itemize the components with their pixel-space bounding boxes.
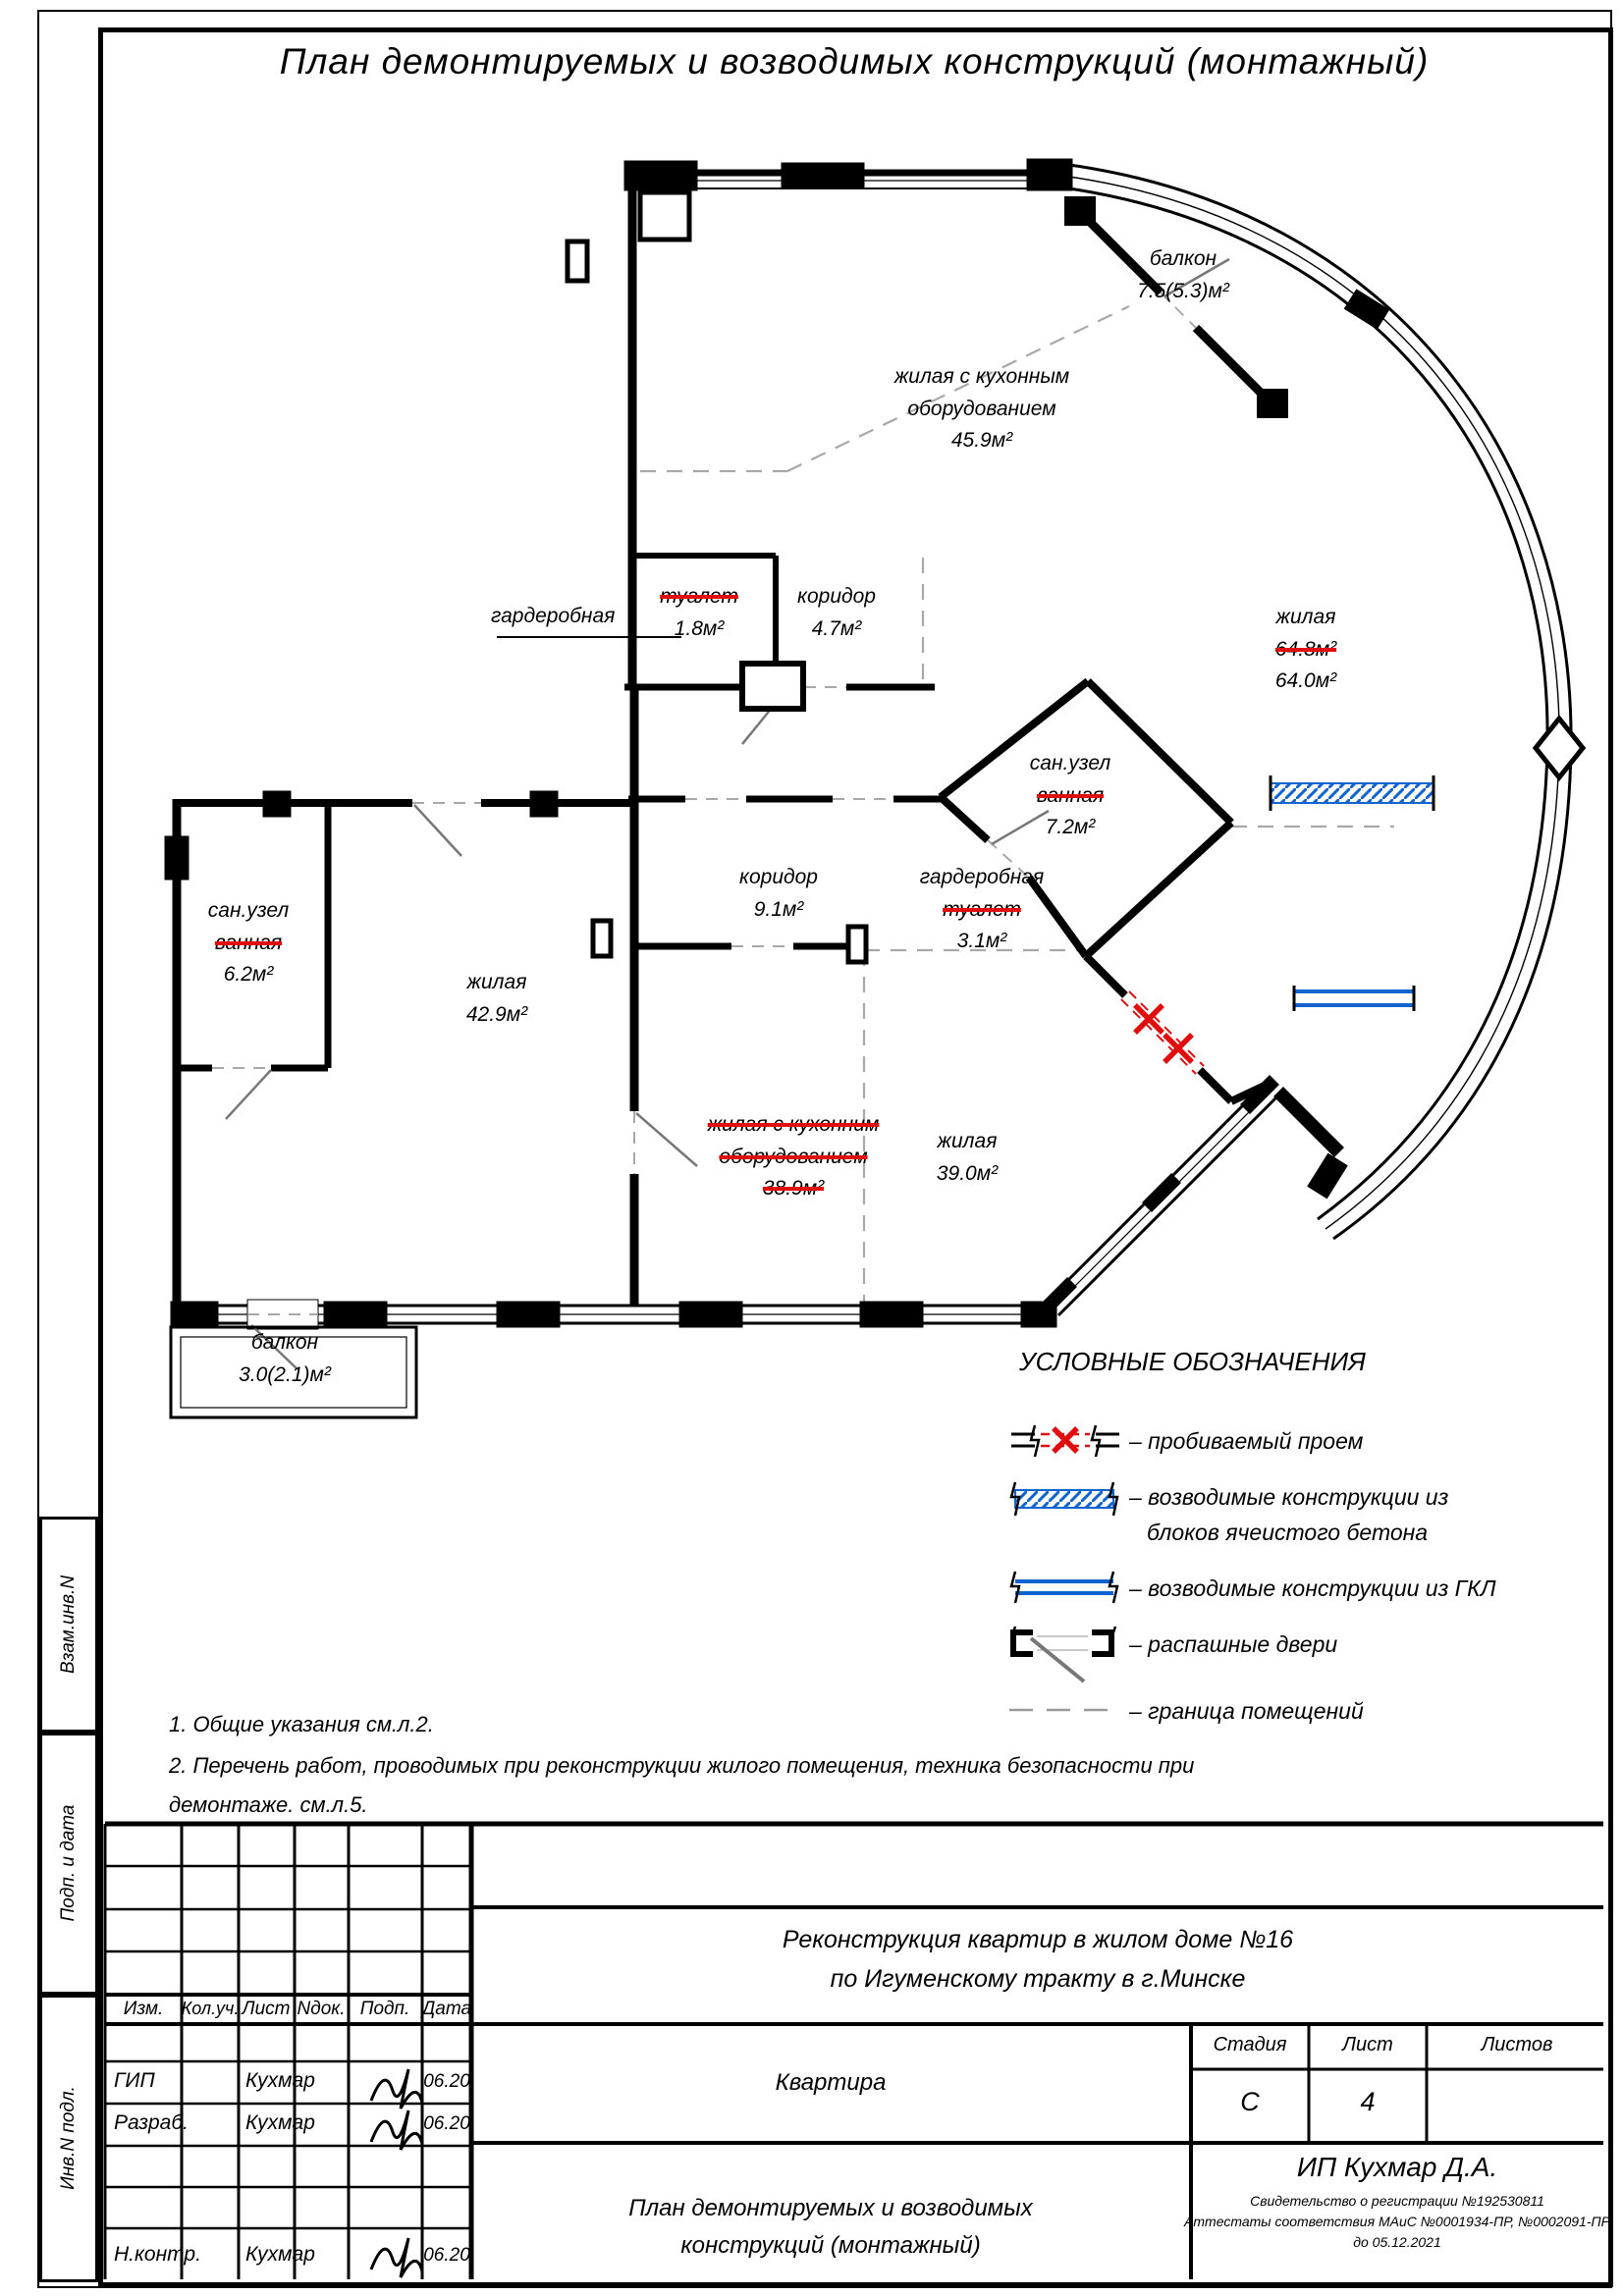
- pierced-opening-wall: [1086, 956, 1269, 1101]
- sidebar-label-podp: Подп. и дата: [58, 1804, 79, 1922]
- curved-window-wall: [1062, 164, 1571, 1239]
- tb-sheet-label: Лист: [1342, 2034, 1393, 2056]
- room-label-wardrobe-mid: гардеробная туалет 3.1м²: [919, 866, 1045, 953]
- room-label-corridor-top: коридор 4.7м²: [797, 585, 876, 640]
- left-block-walls: [165, 791, 632, 1308]
- tb-doc-title-line1: План демонтируемых и возводимых: [628, 2195, 1033, 2221]
- tb-cert-line1: Свидетельство о регистрации №192530811: [1250, 2193, 1544, 2209]
- room-label-balcony-bottom: балкон 3.0(2.1)м²: [239, 1331, 331, 1386]
- tb-date-razrab: 06.20: [423, 2113, 470, 2134]
- tb-date-gip: 06.20: [423, 2071, 470, 2092]
- tb-role-nkontr: Н.контр.: [114, 2243, 201, 2266]
- tb-project-line1: Реконструкция квартир в жилом доме №16: [782, 1926, 1294, 1953]
- signature-icon: [371, 2069, 422, 2277]
- tb-stage-label: Стадия: [1213, 2034, 1287, 2056]
- room-label-living-right: жилая 64.8м² 64.0м²: [1274, 606, 1337, 693]
- room-label-wardrobe-top: туалет 1.8м²: [660, 585, 738, 640]
- room-label-corridor-mid: коридор 9.1м²: [739, 866, 818, 921]
- tb-header-data: Дата: [421, 1999, 472, 2019]
- tb-name-razrab: Кухмар: [245, 2111, 315, 2134]
- sidebar-label-inv: Инв.N подл.: [58, 2086, 79, 2190]
- tb-name-nkontr: Кухмар: [245, 2243, 315, 2266]
- legend-symbol-swing-door-icon: [1005, 1625, 1125, 1687]
- legend-symbol-aerated-blocks-icon: [1005, 1480, 1125, 1520]
- tb-header-izm: Изм.: [123, 1999, 164, 2019]
- tb-doc-title-line2: конструкций (монтажный): [680, 2232, 981, 2259]
- tb-header-ndok: Nдок.: [297, 1999, 346, 2019]
- tb-date-nkontr: 06.20: [423, 2245, 470, 2266]
- note-line-3: демонтаже. см.л.5.: [169, 1792, 368, 1817]
- note-line-1: 1. Общие указания см.л.2.: [169, 1712, 434, 1736]
- new-wall-gkl: [1294, 986, 1414, 1011]
- legend-symbol-gkl-icon: [1005, 1569, 1125, 1608]
- legend-label-aerated-blocks-2: блоков ячеистого бетона: [1147, 1520, 1429, 1545]
- pierced-opening-x-icon: [1135, 1005, 1163, 1033]
- room-label-living-kitchen-removed: жилая с кухонним оборудованием 38.9м²: [707, 1113, 880, 1201]
- legend-symbol-room-boundary-icon: [1005, 1694, 1125, 1724]
- interior-walls-middle: [628, 687, 941, 1306]
- callout-wardrobe-top: гардеробная: [491, 605, 616, 627]
- tb-stage-value: С: [1240, 2087, 1260, 2116]
- tb-cert-line2: Аттестаты соответствия МАиС №0001934-ПР, №0002091-ПР: [1184, 2214, 1610, 2229]
- legend-label-swing-door: – распашные двери: [1129, 1631, 1338, 1657]
- curved-wall-piers: [1278, 289, 1583, 1199]
- legend-label-room-boundary: – граница помещений: [1129, 1698, 1364, 1724]
- tb-cert-line3: до 05.12.2021: [1353, 2234, 1441, 2250]
- legend-label-pierced-opening: – пробиваемый проем: [1129, 1428, 1364, 1454]
- room-label-living-kitchen: жилая с кухонным оборудованием 45.9м²: [893, 365, 1070, 453]
- pierced-opening-x-icon: [1164, 1035, 1192, 1062]
- legend-label-aerated-blocks: – возводимые конструкции из: [1129, 1484, 1449, 1510]
- tb-role-razrab: Разраб.: [114, 2111, 189, 2134]
- room-label-living-bottom: жилая 39.0м²: [936, 1130, 999, 1185]
- room-label-balcony-top: балкон 7.5(5.3)м²: [1137, 247, 1229, 302]
- tb-sheet-value: 4: [1360, 2087, 1376, 2116]
- tb-project-line2: по Игуменскому тракту в г.Минске: [830, 1965, 1246, 1993]
- tb-header-koluch: Кол.уч.: [181, 1999, 240, 2018]
- diagonal-window-wall: [1043, 1080, 1278, 1315]
- tb-object: Квартира: [775, 2069, 887, 2096]
- tb-sheets-label: Листов: [1481, 2034, 1553, 2056]
- interior-walls-upper: [497, 168, 935, 744]
- legend-label-gkl: – возводимые конструкции из ГКЛ: [1129, 1575, 1496, 1601]
- legend-title: УСЛОВНЫЕ ОБОЗНАЧЕНИЯ: [1019, 1347, 1366, 1376]
- tb-company: ИП Кухмар Д.А.: [1296, 2152, 1498, 2182]
- legend-symbol-pierced-opening-icon: [1005, 1421, 1125, 1461]
- room-label-san-right: сан.узел ванная 7.2м²: [1029, 752, 1111, 839]
- tb-header-list: Лист: [242, 1999, 291, 2019]
- room-label-living-left: жилая 42.9м²: [465, 971, 528, 1026]
- tb-role-gip: ГИП: [114, 2069, 155, 2092]
- new-wall-aerated-blocks: [1271, 775, 1434, 811]
- tb-name-gip: Кухмар: [245, 2069, 315, 2092]
- note-line-2: 2. Перечень работ, проводимых при реконструкции жилого помещения, техника безопасности при: [169, 1753, 1195, 1778]
- room-label-san-left: сан.узел ванная 6.2м²: [207, 899, 290, 987]
- top-wall: [624, 159, 1072, 240]
- tb-header-podp: Подп.: [359, 1999, 410, 2019]
- page-title: План демонтируемых и возводимых конструкций (монтажный): [279, 41, 1430, 81]
- sidebar-label-vzam: Взам.инв.N: [58, 1575, 79, 1675]
